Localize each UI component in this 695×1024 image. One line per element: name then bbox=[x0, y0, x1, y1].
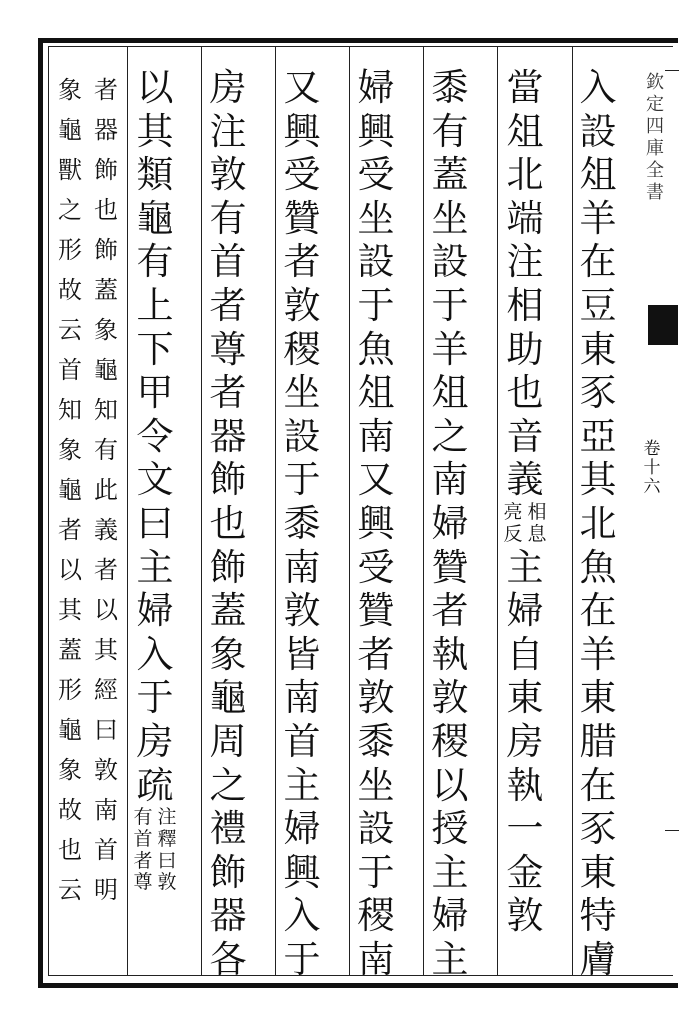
character: 俎 bbox=[579, 153, 617, 197]
character: 于 bbox=[283, 937, 321, 981]
character: 設 bbox=[431, 240, 469, 284]
character: 獸 bbox=[58, 156, 82, 184]
margin-character: 欽 bbox=[646, 72, 664, 93]
character: 設 bbox=[357, 807, 395, 851]
interlinear-note bbox=[132, 807, 178, 894]
character: 者 bbox=[209, 283, 247, 327]
character: 稷 bbox=[283, 327, 321, 371]
character: 主 bbox=[431, 937, 469, 981]
character: 稷 bbox=[357, 894, 395, 938]
character: 主 bbox=[136, 545, 174, 589]
character: 坐 bbox=[357, 763, 395, 807]
character: 也 bbox=[209, 501, 247, 545]
juan-character: 六 bbox=[643, 477, 661, 497]
character: 特 bbox=[579, 894, 617, 938]
character: 也 bbox=[58, 836, 82, 864]
character: 入 bbox=[579, 66, 617, 109]
margin-tick bbox=[665, 830, 679, 831]
column-rule bbox=[349, 46, 350, 976]
character: 音 bbox=[506, 414, 544, 458]
character: 南 bbox=[283, 676, 321, 720]
character: 知 bbox=[58, 396, 82, 424]
character: 龜 bbox=[58, 116, 82, 144]
character: 者 bbox=[431, 589, 469, 633]
character: 義 bbox=[506, 458, 544, 502]
character: 坐 bbox=[431, 196, 469, 240]
character: 以 bbox=[58, 556, 82, 584]
character: 助 bbox=[506, 327, 544, 371]
character: 黍 bbox=[283, 501, 321, 545]
character: 主 bbox=[431, 850, 469, 894]
character: 敦 bbox=[283, 283, 321, 327]
character: 興 bbox=[357, 501, 395, 545]
character: 婦 bbox=[357, 66, 395, 109]
note-character: 者 bbox=[133, 849, 153, 872]
character: 文 bbox=[136, 458, 174, 502]
character: 經 bbox=[94, 676, 118, 704]
character: 于 bbox=[357, 283, 395, 327]
character: 有 bbox=[431, 109, 469, 153]
character: 南 bbox=[94, 796, 118, 824]
character: 南 bbox=[283, 545, 321, 589]
character: 于 bbox=[357, 850, 395, 894]
note-character: 有 bbox=[133, 806, 153, 829]
character: 敦 bbox=[506, 894, 544, 938]
column-rule bbox=[572, 46, 573, 976]
character: 北 bbox=[579, 501, 617, 545]
text-column-5 bbox=[280, 66, 324, 981]
text-column-7 bbox=[132, 66, 178, 894]
character: 又 bbox=[357, 458, 395, 502]
margin-character: 定 bbox=[646, 94, 664, 115]
character: 俎 bbox=[506, 109, 544, 153]
margin-character: 全 bbox=[646, 160, 664, 181]
margin-tick bbox=[665, 70, 679, 71]
character: 受 bbox=[357, 545, 395, 589]
character: 于 bbox=[283, 458, 321, 502]
character: 飾 bbox=[209, 850, 247, 894]
column-rule bbox=[497, 46, 498, 976]
note-character: 尊 bbox=[133, 871, 153, 894]
character: 首 bbox=[283, 719, 321, 763]
character: 曰 bbox=[94, 716, 118, 744]
text-column-2 bbox=[502, 66, 548, 938]
character: 東 bbox=[506, 676, 544, 720]
character: 其 bbox=[58, 596, 82, 624]
character: 贊 bbox=[283, 196, 321, 240]
character: 周 bbox=[209, 719, 247, 763]
margin-character: 四 bbox=[646, 116, 664, 137]
character: 首 bbox=[209, 240, 247, 284]
text-column-3 bbox=[428, 66, 472, 981]
character: 器 bbox=[209, 414, 247, 458]
character: 首 bbox=[94, 836, 118, 864]
text-column-6 bbox=[206, 66, 250, 981]
character: 自 bbox=[506, 632, 544, 676]
character: 飾 bbox=[94, 156, 118, 184]
character: 婦 bbox=[431, 894, 469, 938]
character: 敦 bbox=[94, 756, 118, 784]
character: 以 bbox=[94, 596, 118, 624]
character: 云 bbox=[58, 876, 82, 904]
character: 入 bbox=[283, 894, 321, 938]
character: 明 bbox=[94, 876, 118, 904]
character: 亞 bbox=[579, 414, 617, 458]
character: 者 bbox=[357, 632, 395, 676]
character: 有 bbox=[136, 240, 174, 284]
character: 東 bbox=[579, 327, 617, 371]
character: 東 bbox=[579, 676, 617, 720]
character: 蓋 bbox=[431, 153, 469, 197]
character: 故 bbox=[58, 796, 82, 824]
character: 主 bbox=[506, 545, 544, 589]
character: 器 bbox=[94, 116, 118, 144]
character: 受 bbox=[283, 153, 321, 197]
note-character: 相 bbox=[527, 500, 547, 523]
character: 之 bbox=[58, 196, 82, 224]
character: 者 bbox=[209, 371, 247, 415]
note-character: 首 bbox=[133, 827, 153, 850]
character: 象 bbox=[58, 76, 82, 104]
character: 南 bbox=[431, 458, 469, 502]
character: 知 bbox=[94, 396, 118, 424]
character: 設 bbox=[579, 109, 617, 153]
character: 之 bbox=[209, 763, 247, 807]
character: 坐 bbox=[357, 196, 395, 240]
character: 相 bbox=[506, 283, 544, 327]
character: 其 bbox=[136, 109, 174, 153]
character: 一 bbox=[506, 807, 544, 851]
character: 魚 bbox=[579, 545, 617, 589]
character: 執 bbox=[431, 632, 469, 676]
character: 敦 bbox=[431, 676, 469, 720]
character: 上 bbox=[136, 283, 174, 327]
character: 飾 bbox=[209, 545, 247, 589]
character: 敦 bbox=[283, 589, 321, 633]
character: 房 bbox=[209, 66, 247, 109]
character: 黍 bbox=[357, 719, 395, 763]
character: 金 bbox=[506, 850, 544, 894]
character: 興 bbox=[357, 109, 395, 153]
character: 房 bbox=[136, 719, 174, 763]
text-column-1 bbox=[576, 66, 620, 981]
juan-number bbox=[640, 440, 664, 497]
character: 象 bbox=[58, 436, 82, 464]
character: 羊 bbox=[579, 196, 617, 240]
character: 者 bbox=[94, 76, 118, 104]
character: 南 bbox=[357, 414, 395, 458]
character: 蓋 bbox=[58, 636, 82, 664]
character: 也 bbox=[506, 371, 544, 415]
character: 贊 bbox=[431, 545, 469, 589]
character: 稷 bbox=[431, 719, 469, 763]
character: 器 bbox=[209, 894, 247, 938]
note-character: 注 bbox=[157, 806, 177, 829]
character: 興 bbox=[283, 109, 321, 153]
character: 有 bbox=[209, 196, 247, 240]
character: 婦 bbox=[136, 589, 174, 633]
character: 形 bbox=[58, 676, 82, 704]
character: 也 bbox=[94, 196, 118, 224]
fishtail-block bbox=[648, 305, 678, 345]
character: 象 bbox=[209, 632, 247, 676]
note-character: 亮 bbox=[503, 500, 523, 523]
character: 尊 bbox=[209, 327, 247, 371]
character: 類 bbox=[136, 153, 174, 197]
character: 羊 bbox=[579, 632, 617, 676]
character: 羊 bbox=[431, 327, 469, 371]
character: 象 bbox=[94, 316, 118, 344]
character: 婦 bbox=[431, 501, 469, 545]
character: 形 bbox=[58, 236, 82, 264]
character: 義 bbox=[94, 516, 118, 544]
note-character: 曰 bbox=[157, 849, 177, 872]
character: 執 bbox=[506, 763, 544, 807]
character: 其 bbox=[579, 458, 617, 502]
character: 敦 bbox=[209, 153, 247, 197]
character: 者 bbox=[58, 516, 82, 544]
character: 腊 bbox=[579, 719, 617, 763]
character: 北 bbox=[506, 153, 544, 197]
character: 以 bbox=[136, 66, 174, 109]
text-column-8 bbox=[92, 70, 120, 910]
juan-character: 十 bbox=[643, 458, 661, 478]
character: 當 bbox=[506, 66, 544, 109]
margin-character: 庫 bbox=[646, 138, 664, 159]
note-character: 息 bbox=[527, 522, 547, 545]
character: 房 bbox=[506, 719, 544, 763]
character: 注 bbox=[209, 109, 247, 153]
column-rule bbox=[201, 46, 202, 976]
character: 龜 bbox=[136, 196, 174, 240]
character: 魚 bbox=[357, 327, 395, 371]
character: 有 bbox=[94, 436, 118, 464]
character: 婦 bbox=[506, 589, 544, 633]
character: 豆 bbox=[579, 283, 617, 327]
character: 俎 bbox=[431, 371, 469, 415]
character: 甲 bbox=[136, 371, 174, 415]
character: 曰 bbox=[136, 501, 174, 545]
character: 龜 bbox=[209, 676, 247, 720]
character: 黍 bbox=[431, 66, 469, 109]
character: 龜 bbox=[58, 476, 82, 504]
character: 興 bbox=[283, 850, 321, 894]
character: 蓋 bbox=[209, 589, 247, 633]
character: 飾 bbox=[209, 458, 247, 502]
note-character: 敦 bbox=[157, 871, 177, 894]
character: 在 bbox=[579, 763, 617, 807]
column-rule bbox=[275, 46, 276, 976]
character: 龜 bbox=[94, 356, 118, 384]
character: 各 bbox=[209, 937, 247, 981]
character: 云 bbox=[58, 316, 82, 344]
character: 豕 bbox=[579, 371, 617, 415]
character: 又 bbox=[283, 66, 321, 109]
character: 在 bbox=[579, 589, 617, 633]
text-column-9 bbox=[56, 70, 84, 910]
character: 俎 bbox=[357, 371, 395, 415]
character: 蓋 bbox=[94, 276, 118, 304]
character: 此 bbox=[94, 476, 118, 504]
character: 注 bbox=[506, 240, 544, 284]
character: 端 bbox=[506, 196, 544, 240]
character: 象 bbox=[58, 756, 82, 784]
character: 者 bbox=[94, 556, 118, 584]
character: 禮 bbox=[209, 807, 247, 851]
character: 設 bbox=[357, 240, 395, 284]
character: 東 bbox=[579, 850, 617, 894]
note-character: 反 bbox=[503, 522, 523, 545]
character: 贊 bbox=[357, 589, 395, 633]
margin-title bbox=[646, 72, 666, 204]
character: 受 bbox=[357, 153, 395, 197]
character: 之 bbox=[431, 414, 469, 458]
character: 設 bbox=[283, 414, 321, 458]
margin-character: 書 bbox=[646, 182, 664, 203]
interlinear-note bbox=[502, 502, 548, 546]
character: 坐 bbox=[283, 371, 321, 415]
character: 南 bbox=[357, 937, 395, 981]
juan-character: 卷 bbox=[643, 439, 661, 459]
character: 于 bbox=[136, 676, 174, 720]
character: 者 bbox=[283, 240, 321, 284]
character: 入 bbox=[136, 632, 174, 676]
character: 在 bbox=[579, 240, 617, 284]
text-column-4 bbox=[354, 66, 398, 981]
column-rule bbox=[127, 46, 128, 976]
character: 婦 bbox=[283, 807, 321, 851]
character: 下 bbox=[136, 327, 174, 371]
character: 授 bbox=[431, 807, 469, 851]
character: 令 bbox=[136, 414, 174, 458]
character: 故 bbox=[58, 276, 82, 304]
character: 以 bbox=[431, 763, 469, 807]
character: 豕 bbox=[579, 807, 617, 851]
character: 膚 bbox=[579, 937, 617, 981]
character: 飾 bbox=[94, 236, 118, 264]
character: 主 bbox=[283, 763, 321, 807]
character: 敦 bbox=[357, 676, 395, 720]
character: 其 bbox=[94, 636, 118, 664]
character: 龜 bbox=[58, 716, 82, 744]
character: 皆 bbox=[283, 632, 321, 676]
character: 疏 bbox=[136, 763, 174, 807]
character: 首 bbox=[58, 356, 82, 384]
column-rule bbox=[423, 46, 424, 976]
note-character: 釋 bbox=[157, 827, 177, 850]
character: 于 bbox=[431, 283, 469, 327]
